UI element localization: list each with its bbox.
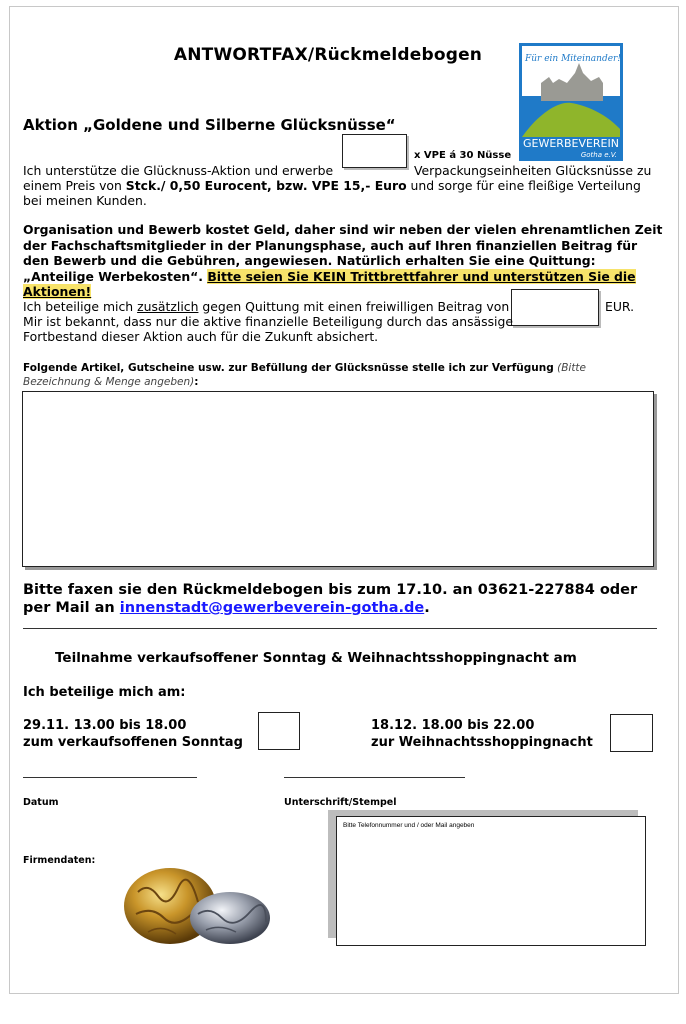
contrib-tail: gegen Quittung mit einen freiwilligen Beitrag von (198, 299, 510, 314)
contrib-additional: zusätzlich (137, 299, 199, 314)
price-tail: und sorge für eine fleißige Verteilung (406, 178, 641, 193)
signature-line (284, 777, 465, 778)
action-line-1b: Verpackungseinheiten Glücksnüsse zu (414, 163, 652, 178)
fax-instructions (23, 581, 663, 617)
participation-heading: Teilnahme verkaufsoffener Sonntag & Weihnachtsshoppingnacht am (55, 650, 577, 666)
svg-text:Gotha e.V.: Gotha e.V. (580, 151, 617, 159)
funding-highlight: Bitte seien Sie KEIN Trittbrettfahrer und unterstützen Sie die Aktionen! (23, 268, 636, 299)
option-night-line-2: zur Weihnachtsshoppingnacht (371, 735, 593, 750)
contribution-amount-field[interactable] (511, 289, 599, 326)
action-line-3: bei meinen Kunden. (23, 193, 147, 208)
option-sunday-checkbox[interactable] (258, 712, 300, 750)
funding-paragraph (23, 222, 663, 300)
option-sunday-line-1: 29.11. 13.00 bis 18.00 (23, 718, 187, 733)
fax-email-link[interactable]: innenstadt@gewerbeverein-gotha.de (119, 600, 425, 616)
signature-label: Unterschrift/Stempel (284, 797, 397, 808)
fax-end: . (424, 600, 430, 616)
contrib-intro: Ich beteilige mich (23, 299, 138, 314)
articles-label-bold: Folgende Artikel, Gutscheine usw. zur Befüllung der Glücksnüsse stelle ich zur Verfügung (23, 362, 554, 374)
svg-text:GEWERBEVEREIN: GEWERBEVEREIN (523, 137, 619, 150)
walnuts-image (118, 862, 274, 948)
option-night-checkbox[interactable] (610, 714, 653, 752)
price-value: Stck./ 0,50 Eurocent, bzw. VPE 15,- Euro (125, 178, 407, 193)
company-hint: Bitte Telefonnummer und / oder Mail angeben (343, 822, 475, 829)
fax-text: Bitte faxen sie den Rückmeldebogen bis zum 17.10. an 03621-227884 oder per Mail an (23, 582, 638, 616)
action-line-1a: Ich unterstütze die Glücknuss-Aktion und erwerbe (23, 163, 334, 178)
page-title: ANTWORTFAX/Rückmeldebogen (173, 45, 483, 65)
articles-label-colon: : (194, 375, 199, 388)
company-data-field[interactable] (336, 816, 646, 946)
contribution-line-3: Fortbestand dieser Aktion auch für die Zukunft absichert. (23, 329, 379, 344)
action-heading: Aktion „Goldene und Silberne Glücksnüsse“ (23, 116, 396, 134)
articles-label-hint: (Bitte Bezeichnung & Menge angeben) (23, 362, 587, 388)
vpe-quantity-field[interactable] (342, 134, 407, 168)
option-sunday-line-2: zum verkaufsoffenen Sonntag (23, 735, 243, 750)
company-label: Firmendaten: (23, 855, 96, 866)
date-label: Datum (23, 797, 59, 808)
contribution-line-2: Mir ist bekannt, dass nur die aktive finanzielle Beteiligung durch das ansässige (23, 314, 513, 329)
price-intro: einem Preis von (23, 178, 126, 193)
contribution-currency: EUR. (605, 299, 635, 314)
section-divider (23, 628, 657, 629)
participation-sub: Ich beteilige mich am: (23, 685, 186, 700)
vpe-label: x VPE á 30 Nüsse (414, 150, 512, 161)
contribution-line (23, 299, 509, 315)
action-line-2 (23, 178, 641, 194)
option-night-line-1: 18.12. 18.00 bis 22.00 (371, 718, 535, 733)
gewerbeverein-logo (519, 43, 623, 161)
funding-text: Organisation und Bewerb kostet Geld, daher sind wir neben der vielen ehrenamtlichen Zeit der Fachschaftsmitglieder in der Planungsphase, auch auf Ihren finanziellen Beitrag für den Bewerb und die Gebühren, angewiesen. Natürlich erhalten Sie eine Quittung: „Anteilige Werbekosten“. (23, 222, 663, 284)
articles-label (23, 362, 643, 389)
svg-text:Für ein Miteinander!: Für ein Miteinander! (525, 54, 621, 64)
date-line (23, 777, 197, 778)
articles-textarea[interactable] (22, 391, 654, 567)
